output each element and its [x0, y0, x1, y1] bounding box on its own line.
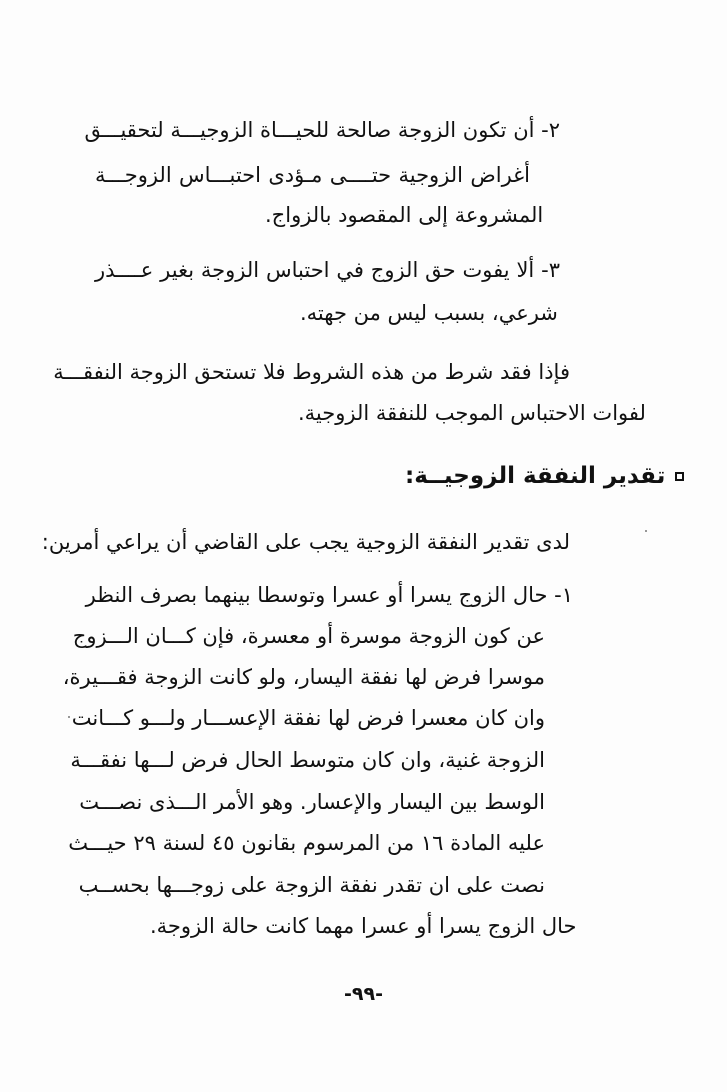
text-line: حال الزوج يسرا أو عسرا مهما كانت حالة الزوجة. [150, 914, 577, 938]
text-line: أغراض الزوجية حتــــى مـؤدى احتبـــاس الزوجـــة [95, 163, 530, 187]
text-line: الزوجة غنية، وان كان متوسط الحال فرض لـــها نفقـــة [70, 748, 545, 772]
heading-text: تقدير النفقة الزوجيــة: [405, 463, 666, 489]
text-line: موسرا فرض لها نفقة اليسار، ولو كانت الزوجة فقـــيرة، [62, 665, 545, 689]
text-line: الوسط بين اليسار والإعسار. وهو الأمر الـــذى نصـــت [79, 790, 545, 814]
text-line: عن كون الزوجة موسرة أو معسرة، فإن كـــان الـــزوج [72, 624, 545, 648]
text-line: فإذا فقد شرط من هذه الشروط فلا تستحق الزوجة النفقـــة [53, 360, 570, 384]
text-line: لفوات الاحتباس الموجب للنفقة الزوجية. [298, 401, 646, 425]
scan-speck [645, 530, 647, 532]
page-number: -٩٩- [344, 983, 383, 1005]
text-line: شرعي، بسبب ليس من جهته. [300, 301, 558, 325]
text-line: المشروعة إلى المقصود بالزواج. [265, 203, 544, 227]
text-line: ٣- ألا يفوت حق الزوج في احتباس الزوجة بغير عــــذر [95, 258, 560, 282]
text-line: وان كان معسرا فرض لها نفقة الإعســـار ولـــو كـــانت [71, 706, 545, 730]
scan-speck [68, 716, 70, 718]
text-line: ١- حال الزوج يسرا أو عسرا وتوسطا بينهما بصرف النظر [85, 583, 573, 607]
text-line: ٢- أن تكون الزوجة صالحة للحيـــاة الزوجيـــة لتحقيـــق [84, 118, 560, 142]
section-heading [405, 460, 684, 492]
text-line: عليه المادة ١٦ من المرسوم بقانون ٤٥ لسنة ٢٩ حيـــث [68, 831, 545, 855]
text-line: نصت على ان تقدر نفقة الزوجة على زوجـــها بحســب [78, 873, 545, 897]
text-line: لدى تقدير النفقة الزوجية يجب على القاضي أن يراعي أمرين: [41, 530, 570, 554]
square-bullet-icon [675, 472, 684, 481]
